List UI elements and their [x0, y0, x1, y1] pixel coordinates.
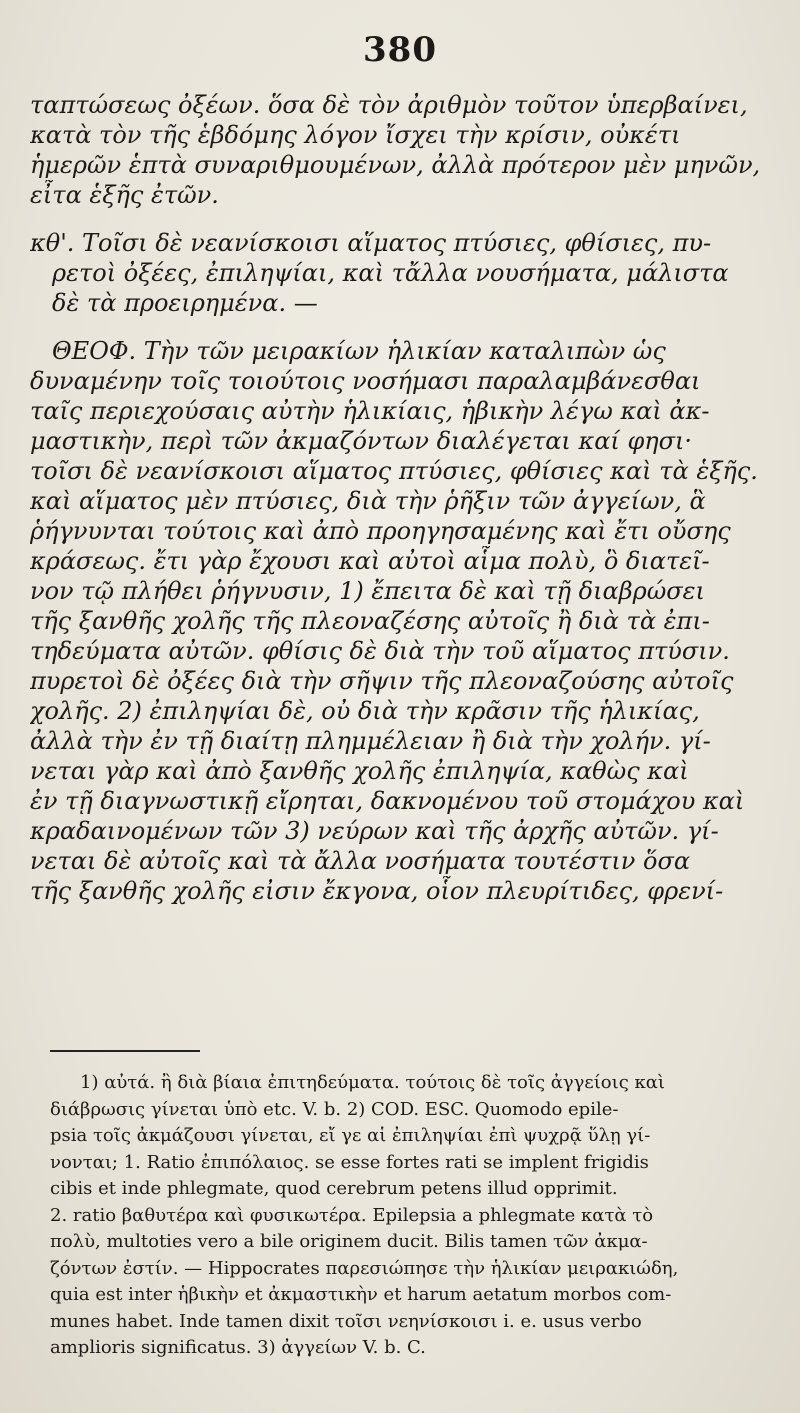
commentary-line: καὶ αἵματος μὲν πτύσιες, διὰ τὴν ῥῆξιν τῶν ἀγγείων, ἃ [30, 487, 706, 515]
page-number: 380 [363, 30, 437, 70]
text-line: ταπτώσεως ὀξέων. ὅσα δὲ τὸν ἀριθμὸν τοῦτον ὑπερβαίνει, [30, 91, 748, 119]
footnote-line: πολὺ, multoties vero a bile originem ducit. Bilis tamen τῶν ἀκμα- [50, 1231, 648, 1252]
commentary-line: τῆς ξανθῆς χολῆς τῆς πλεοναζέσης αὐτοῖς ἢ διὰ τὰ ἐπι- [30, 607, 710, 635]
footnote-line: quia est inter ἡβικὴν et ἀκμαστικὴν et harum aetatum morbos com- [50, 1284, 672, 1305]
footnote-line: 2. ratio βαθυτέρα καὶ φυσικωτέρα. Epilepsia a phlegmate κατὰ τὸ [50, 1204, 654, 1226]
footnote-line: munes habet. Inde tamen dixit τοῖσι νεηνίσκοισι i. e. usus verbo [50, 1310, 642, 1332]
main-text [30, 90, 770, 906]
commentary-line: ἐν τῇ διαγνωστικῇ εἴρηται, δακνομένου τοῦ στομάχου καὶ [30, 787, 745, 815]
commentary-line: τῆς ξανθῆς χολῆς εἰσιν ἔκγονα, οἷον πλευρίτιδες, φρενί- [30, 877, 724, 905]
footnotes [50, 1070, 765, 1362]
aphorism-line: κθ'. Τοῖσι δὲ νεανίσκοισι αἵματος πτύσιες, φθίσιες, πυ- [30, 229, 712, 257]
commentary-line: τοῖσι δὲ νεανίσκοισι αἵματος πτύσιες, φθίσιες καὶ τὰ ἑξῆς. [30, 457, 758, 485]
commentary-line: ΘΕΟΦ. Τὴν τῶν μειρακίων ἡλικίαν καταλιπὼν ὡς [52, 337, 666, 365]
text-line: ἡμερῶν ἑπτὰ συναριθμουμένων, ἀλλὰ πρότερον μὲν μηνῶν, [30, 151, 761, 179]
text-line: εἶτα ἑξῆς ἐτῶν. [30, 181, 219, 209]
aphorism-line: δὲ τὰ προειρημένα. — [52, 289, 318, 317]
commentary-line: ῥήγνυνται τούτοις καὶ ἀπὸ προηγησαμένης καὶ ἔτι οὔσης [30, 517, 731, 545]
commentary-line: πυρετοὶ δὲ ὀξέες διὰ τὴν σῆψιν τῆς πλεοναζούσης αὐτοῖς [30, 667, 734, 695]
text-line: κατὰ τὸν τῆς ἑβδόμης λόγον ἴσχει τὴν κρίσιν, οὐκέτι [30, 121, 681, 149]
commentary-line: κράσεως. ἔτι γὰρ ἔχουσι καὶ αὐτοὶ αἷμα πολὺ, ὃ διατεῖ- [30, 547, 710, 575]
commentary-line: μαστικὴν, περὶ τῶν ἀκμαζόντων διαλέγεται καί φησι· [30, 427, 693, 455]
footnote-line: cibis et inde phlegmate, quod cerebrum petens illud opprimit. [50, 1178, 618, 1199]
commentary-line: ταῖς περιεχούσαις αὐτὴν ἡλικίαις, ἡβικὴν λέγω καὶ ἀκ- [30, 397, 710, 425]
footnote-line: διάβρωσις γίνεται ὑπὸ etc. V. b. 2) COD. ESC. Quomodo epile- [50, 1098, 619, 1120]
commentary-line: νον τῷ πλήθει ῥήγνυσιν, 1) ἔπειτα δὲ καὶ τῇ διαβρώσει [30, 577, 705, 605]
commentary-line: κραδαινομένων τῶν 3) νεύρων καὶ τῆς ἀρχῆς αὐτῶν. γί- [30, 817, 719, 845]
commentary-line: χολῆς. 2) ἐπιληψίαι δὲ, οὐ διὰ τὴν κρᾶσιν τῆς ἡλικίας, [30, 697, 700, 725]
commentary-line: τηδεύματα αὐτῶν. φθίσις δὲ διὰ τὴν τοῦ αἵματος πτύσιν. [30, 637, 730, 665]
footnote-line: νονται; 1. Ratio ἐπιπόλαιος. se esse fortes rati se implent frigidis [50, 1151, 649, 1173]
commentary-line: δυναμένην τοῖς τοιούτοις νοσήμασι παραλαμβάνεσθαι [30, 367, 701, 395]
footnote-separator [50, 1050, 200, 1052]
footnote-line: amplioris significatus. 3) ἀγγείων V. b. C. [50, 1337, 426, 1358]
commentary-line: ἀλλὰ τὴν ἐν τῇ διαίτῃ πλημμέλειαν ἢ διὰ τὴν χολήν. γί- [30, 727, 711, 755]
footnote-line: 1) αὐτά. ἢ διὰ βίαια ἐπιτηδεύματα. τούτοις δὲ τοῖς ἀγγείοις καὶ [80, 1072, 665, 1093]
aphorism-line: ρετοὶ ὀξέες, ἐπιληψίαι, καὶ τἄλλα νουσήματα, μάλιστα [52, 259, 729, 287]
commentary-line: νεται δὲ αὐτοῖς καὶ τὰ ἄλλα νοσήματα τουτέστιν ὅσα [30, 847, 691, 875]
footnote-line: ζόντων ἐστίν. — Hippocrates παρεσιώπησε τὴν ἡλικίαν μειρακιώδη, [50, 1257, 679, 1279]
footnote-line: psia τοῖς ἀκμάζουσι γίνεται, εἴ γε αἱ ἐπιληψίαι ἐπὶ ψυχρᾷ ὕλῃ γί- [50, 1125, 651, 1146]
commentary-line: νεται γὰρ καὶ ἀπὸ ξανθῆς χολῆς ἐπιληψία, καθὼς καὶ [30, 757, 689, 785]
